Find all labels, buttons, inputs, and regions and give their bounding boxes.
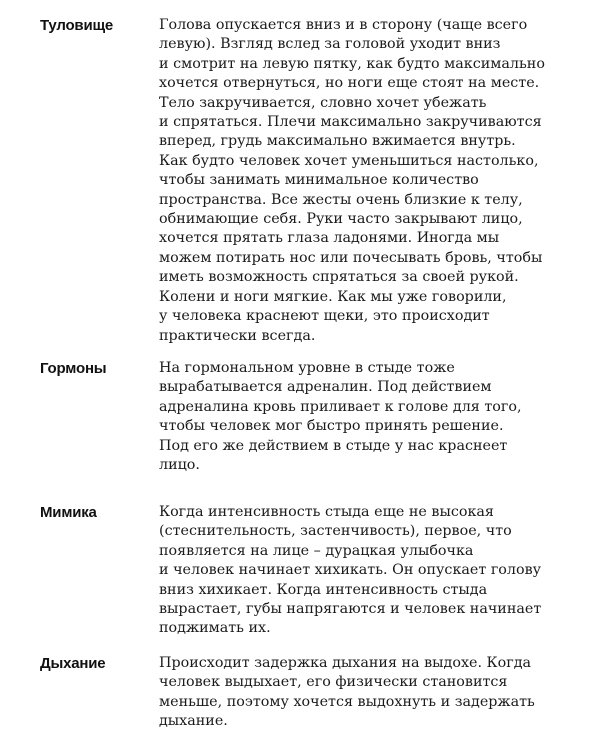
text-line: левую). Взгляд вслед за головой уходит вниз	[159, 36, 501, 53]
text-line: вырастает, губы напрягаются и человек начинает	[159, 601, 542, 618]
text-line: и смотрит на левую пятку, как будто максимально	[159, 55, 545, 72]
text-line: Как будто человек хочет уменьшиться настолько,	[159, 152, 539, 169]
text-line: адреналина кровь приливает к голове для того,	[159, 398, 522, 415]
text-line: и человек начинает хихикать. Он опускает голову	[159, 562, 542, 579]
text-line: можем потирать нос или почесывать бровь, чтобы	[159, 249, 543, 266]
text-line: Происходит задержка дыхания на выдохе. Когда	[159, 655, 532, 671]
text-line: пространства. Все жесты очень близкие к телу,	[159, 191, 523, 208]
text-line: меньше, поэтому хочется выдохнуть и задержать	[159, 693, 535, 710]
text-line: вперед, грудь максимально вжимается внутрь.	[159, 133, 516, 150]
text-line: у человека краснеют щеки, это происходит	[159, 308, 490, 325]
text-line: иметь возможность спрятаться за своей рукой.	[159, 269, 519, 286]
description-facial-expression	[159, 503, 579, 639]
text-line: хочется прятать глаза ладонями. Иногда мы	[159, 230, 500, 247]
text-line: практически всегда.	[159, 327, 316, 344]
text-line: Голова опускается вниз и в сторону (чаще всего	[159, 17, 528, 33]
description-torso	[159, 16, 579, 346]
text-line: чтобы человек мог быстро принять решение.	[159, 418, 504, 435]
text-line: На гормональном уровне в стыде тоже	[159, 360, 455, 376]
text-line: вырабатывается адреналин. Под действием	[159, 379, 492, 396]
text-line: Под его же действием в стыде у нас краснеет	[159, 437, 508, 454]
text-line: Когда интенсивность стыда еще не высокая	[159, 504, 494, 520]
term-breathing: Дыхание	[40, 655, 106, 672]
text-line: лицо.	[159, 457, 200, 474]
text-line: человек выдыхает, его физически становится	[159, 674, 508, 691]
text-line: поджимать их.	[159, 620, 271, 637]
text-line: (стеснительность, застенчивость), первое, что	[159, 523, 512, 540]
text-line: появляется на лице – дурацкая улыбочка	[159, 542, 474, 559]
text-line: обнимающие себя. Руки часто закрывают лицо,	[159, 211, 523, 228]
text-line: Колени и ноги мягкие. Как мы уже говорили,	[159, 288, 507, 305]
term-torso: Туловище	[40, 17, 114, 34]
description-hormones	[159, 359, 579, 475]
text-line: дыхание.	[159, 713, 228, 730]
text-line: хочется отвернуться, но ноги еще стоят на месте.	[159, 75, 540, 92]
text-line: Тело закручивается, словно хочет убежать	[159, 94, 487, 111]
description-breathing	[159, 654, 579, 732]
term-hormones: Гормоны	[40, 360, 107, 377]
term-facial-expression: Мимика	[40, 504, 97, 521]
text-line: чтобы занимать минимальное количество	[159, 172, 479, 189]
text-line: вниз хихикает. Когда интенсивность стыда	[159, 581, 488, 598]
text-line: и спрятаться. Плечи максимально закручиваются	[159, 114, 542, 131]
